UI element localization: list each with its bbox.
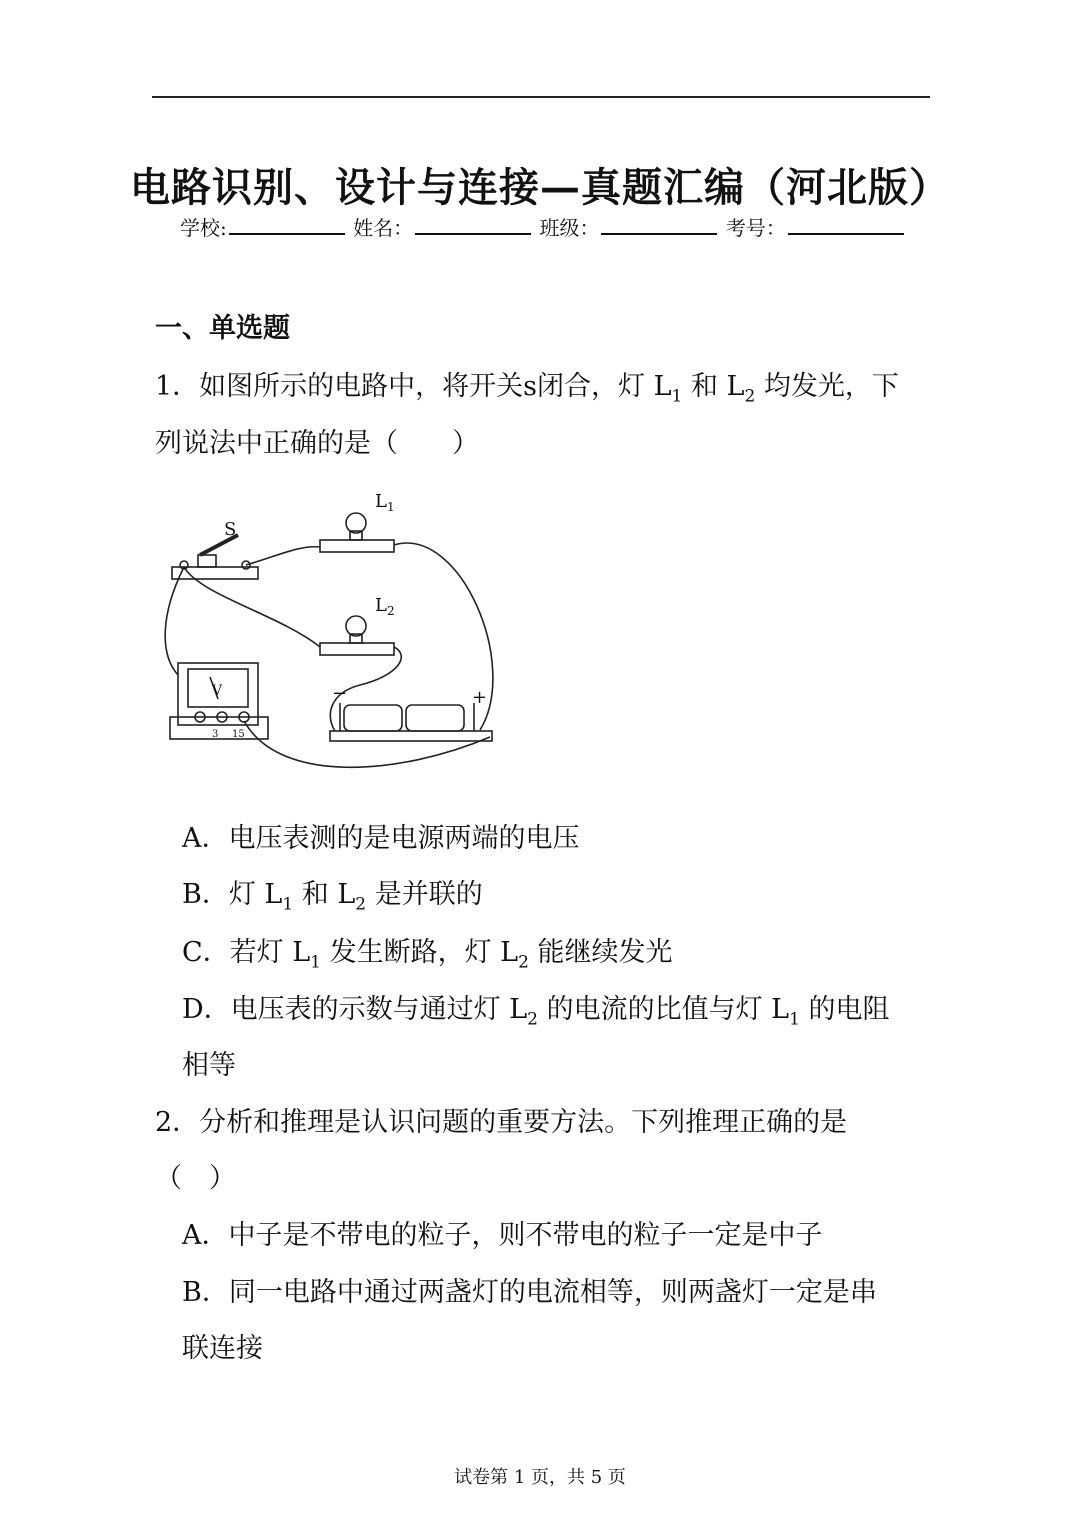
lamp1-bulb	[346, 513, 366, 533]
lamp2-base	[320, 643, 394, 655]
school-blank	[229, 215, 345, 235]
q1-option-c: C．若灯 $L_1$ 发生断路，灯 $L_2$ 能继续发光	[182, 937, 673, 973]
switch-block	[198, 555, 216, 567]
section-heading: 一、单选题	[155, 313, 290, 344]
page-title: 电路识别、设计与连接—真题汇编（河北版）	[130, 164, 950, 211]
wire-voltmeter-battery	[244, 721, 490, 767]
name-label: 姓名：	[353, 216, 414, 240]
page-footer: 试卷第 1 页，共 5 页	[454, 1467, 626, 1488]
wire-switch-lamp1	[246, 547, 320, 565]
student-info-line	[180, 212, 906, 241]
q1-stem-line1: 1．如图所示的电路中，将开关s闭合，灯 $L_1$ 和 $L_2$ 均发光，下	[155, 371, 899, 407]
battery-holder-base	[330, 731, 492, 741]
battery-cell-1	[344, 705, 402, 731]
q2-option-b-line2: 联连接	[182, 1333, 263, 1364]
battery-minus-label: −	[332, 683, 348, 704]
class-blank	[601, 215, 717, 235]
exam-number-blank	[788, 215, 904, 235]
name-blank	[415, 215, 531, 235]
header-rule	[152, 96, 930, 98]
lamp2-label: $L_2$	[375, 595, 395, 618]
battery-plus-label: +	[472, 687, 488, 708]
switch-label: S	[224, 519, 237, 540]
lamp2-bulb	[346, 616, 366, 636]
terminal-15-label: 15	[232, 729, 245, 740]
q1-option-d-line2: 相等	[182, 1050, 236, 1081]
circuit-svg	[160, 485, 520, 785]
circuit-diagram	[160, 485, 520, 785]
wire-switch-voltmeter	[165, 567, 184, 675]
q1-option-b: B．灯 $L_1$ 和 $L_2$ 是并联的	[182, 879, 483, 915]
q1-stem-line2: 列说法中正确的是（ ）	[155, 428, 479, 459]
q2-stem-line2: （ ）	[155, 1163, 236, 1194]
q2-stem-line1: 2．分析和推理是认识问题的重要方法。下列推理正确的是	[155, 1107, 848, 1138]
class-label: 班级：	[539, 216, 600, 240]
q1-option-d: D．电压表的示数与通过灯 $L_2$ 的电流的比值与灯 $L_1$ 的电阻	[182, 994, 890, 1030]
voltmeter-label: V	[212, 683, 223, 699]
school-label: 学校:	[180, 216, 227, 240]
q2-option-a: A．中子是不带电的粒子，则不带电的粒子一定是中子	[182, 1220, 823, 1251]
q2-option-b: B．同一电路中通过两盏灯的电流相等，则两盏灯一定是串	[182, 1277, 877, 1308]
exam-number-label: 考号：	[725, 216, 786, 240]
lamp1-label: $L_1$	[375, 491, 395, 514]
battery-cell-2	[406, 705, 464, 731]
lamp1-base	[320, 540, 394, 552]
q1-option-a: A．电压表测的是电源两端的电压	[182, 823, 580, 854]
terminal-3-label: 3	[212, 729, 219, 740]
